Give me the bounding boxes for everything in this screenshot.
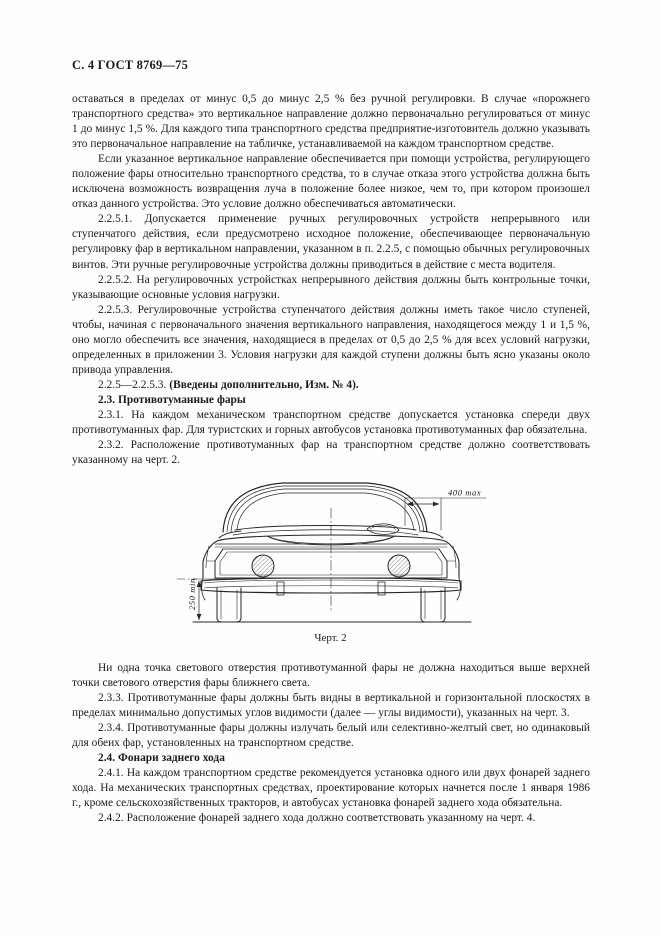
page-header: С. 4 ГОСТ 8769—75 <box>72 58 189 72</box>
paragraph: 2.2.5.1. Допускается применение ручных регулировочных устройств непрерывного или ступенчатого действия, если предусмотрено исходное положение, обеспечивающее первоначальную регулировку фар в вертикальном направлении, указанном в п. 2.2.5, с помощью обычных регулировочных винтов. Эти ручные регулировочные устройства должны приводиться в действие с места водителя. <box>72 213 590 271</box>
document-body <box>72 92 590 468</box>
dimension-label-horizontal: 400 max <box>447 487 481 498</box>
paragraph: Если указанное вертикальное направление обеспечивается при помощи устройства, регулирующего положение фары относительно транспортного средства, то в случае отказа этого устройства должна быть исключена возможность возвращения луча в положение более низкое, чем то, при котором произошел отказ данного устройства. Это условие должно обеспечиваться автоматически. <box>72 153 590 211</box>
paragraph: 2.3.4. Противотуманные фары должны излучать белый или селективно-желтый свет, но одинаковый для обеих фар, установленных на транспортном средстве. <box>72 722 590 750</box>
dimension-label-vertical: 250 min <box>186 578 197 610</box>
paragraph: 2.2.5.3. Регулировочные устройства ступенчатого действия должны иметь такое число ступеней, чтобы, начиная с первоначального значения вертикального направления, находящегося между 1 и 1,5 %, оно могло обеспечить все значения, находящиеся в пределах от 0,5 до 2,5 % для всех условий нагрузки, определенных в приложении 3. Условия нагрузки для каждой ступени должны быть ясно указаны около привода управления. <box>72 303 590 376</box>
paragraph: 2.4.1. На каждом транспортном средстве рекомендуется установка одного или двух фонарей заднего хода. На механических транспортных средствах, проектирование которых начнется после 1 января 1986 г., кроме сельскохозяйственных тракторов, и автобусах установка фонарей заднего хода обязательна. <box>72 767 590 810</box>
amendment-note: (Введены дополнительно, Изм. № 4). <box>169 378 359 391</box>
paragraph: 2.4.2. Расположение фонарей заднего хода должно соответствовать указанному на черт. 4. <box>98 812 536 825</box>
section-heading-2-3: 2.3. Противотуманные фары <box>98 393 246 406</box>
paragraph: 2.3.1. На каждом механическом транспортном средстве допускается установка спереди двух противотуманных фар. Для туристских и горных автобусов установка противотуманных фар обязательна. <box>72 408 590 437</box>
paragraph: оставаться в пределах от минус 0,5 до минус 2,5 % без ручной регулировки. В случае «порожнего транспортного средства» это вертикальное направление должно первоначально регулироваться от минус 1 до минус 1,5 %. Для каждого типа транспортного средства предприятие-изготовитель должно указывать это первоначальное направление на табличке, устанавливаемой на каждом транспортном средстве. <box>72 93 590 151</box>
amendment-clause-range: 2.2.5—2.2.5.3. <box>98 378 170 391</box>
figure-2 <box>0 478 661 644</box>
figure-drawing <box>0 478 661 630</box>
paragraph: 2.2.5.2. На регулировочных устройстках непрерывного действия должны быть контрольные точки, указывающие основные условия нагрузки. <box>72 273 590 301</box>
paragraph: 2.3.3. Противотуманные фары должны быть видны в вертикальной и горизонтальной плоскостях в пределах минимально допустимых углов видимости (далее — углы видимости), указанных на черт. 3. <box>72 692 590 720</box>
paragraph: 2.3.2. Расположение противотуманных фар на транспортном средстве должно соответствовать указанному на черт. 2. <box>72 439 590 467</box>
paragraph: Ни одна точка светового отверстия противотуманной фары не должна находиться выше верхней точки светового отверстия фары ближнего света. <box>72 662 590 690</box>
figure-caption: Черт. 2 <box>314 632 347 644</box>
section-heading-2-4: 2.4. Фонари заднего хода <box>98 752 225 765</box>
document-body-lower <box>72 661 590 827</box>
paragraph-amendment <box>72 378 590 393</box>
